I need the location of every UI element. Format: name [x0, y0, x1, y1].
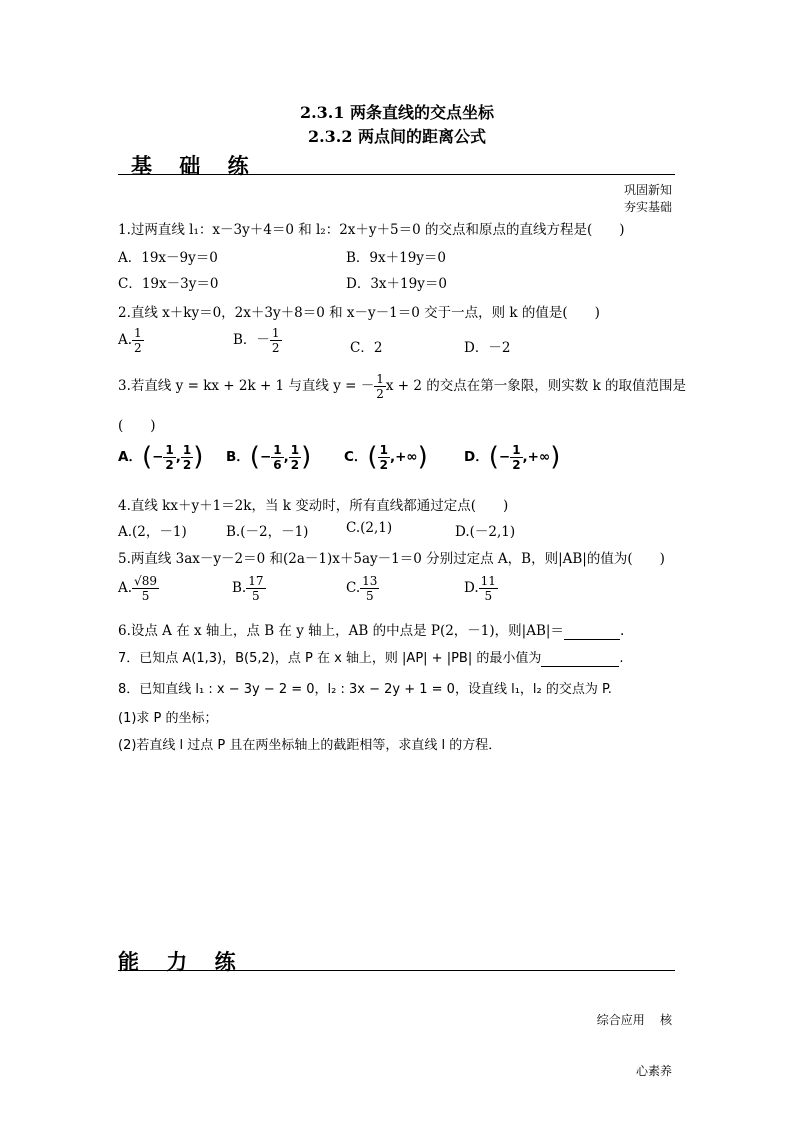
q6-end: .: [619, 623, 625, 639]
q1-option-c: C．19x－3y＝0: [118, 276, 219, 292]
q2-a-den: 2: [134, 341, 142, 355]
q5-option-c: [346, 574, 379, 603]
q7-end: .: [619, 651, 624, 666]
q5-d-fraction: [479, 574, 498, 603]
q3-b-label: B．: [226, 449, 250, 465]
q5-c-fraction: [360, 574, 379, 603]
q6-answer-blank[interactable]: [564, 623, 620, 640]
q3-b-frac2: [289, 443, 301, 472]
side-text-1: 巩固新知: [623, 183, 672, 197]
q5-a-fraction: [132, 574, 159, 603]
q2-a-num: 1: [134, 326, 142, 340]
q3-paren: ( ): [118, 418, 156, 434]
q5-d-num: 11: [480, 574, 496, 588]
side-text-3: 综合应用 核: [596, 1013, 672, 1027]
q5-b-num: 17: [248, 574, 264, 588]
q3-b-num1: 1: [273, 442, 282, 457]
q3-a-den1: 2: [165, 457, 174, 472]
q3-c-label: C．: [344, 449, 368, 465]
q5-c-den: 5: [365, 589, 374, 603]
side-text-4: 心素养: [635, 1064, 672, 1078]
q5-c-label: C.: [346, 580, 361, 596]
q6-text: 6.设点 A 在 x 轴上，点 B 在 y 轴上，AB 的中点是 P(2，－1)，则|AB|＝: [118, 623, 564, 639]
q3-fraction: [374, 372, 386, 401]
q1-option-d: D．3x＋19y＝0: [346, 276, 447, 292]
q3-a-label: A．: [118, 449, 142, 465]
q5-a-label: A.: [118, 580, 133, 596]
q3-a-frac1: [163, 443, 175, 472]
question-7: [118, 647, 624, 667]
q3-c-num: 1: [379, 442, 388, 457]
q4-option-c: C.(2,1): [346, 520, 393, 536]
q5-d-den: 5: [484, 589, 493, 603]
question-2: 2.直线 x＋ky＝0，2x＋3y＋8＝0 和 x－y－1＝0 交于一点，则 k 的值是( ): [118, 305, 600, 321]
q2-a-fraction: [132, 326, 144, 355]
q3-a-num1: 1: [165, 442, 174, 457]
q3-c-den: 2: [379, 457, 388, 472]
q4-option-b: B.(－2，－1): [226, 524, 309, 540]
q8-part-1: (1)求 P 的坐标；: [118, 711, 218, 726]
question-8: 8．已知直线 l₁ : x − 3y − 2 = 0，l₂ : 3x − 2y + 1 = 0，设直线 l₁，l₂ 的交点为 P.: [118, 682, 612, 697]
q3-frac-den: 2: [376, 387, 384, 401]
section-ability-rule: [118, 970, 675, 971]
q3-c-tail: ,+∞: [389, 449, 418, 465]
q3-d-tail: ,+∞: [522, 449, 551, 465]
q3-option-a: A．(− $\frac{1}{2}$ , $\frac{1}{2}$ ): [118, 442, 204, 472]
question-4: 4.直线 kx＋y＋1＝2k，当 k 变动时，所有直线都通过定点( ): [118, 498, 509, 514]
q3-a-frac2: [181, 443, 193, 472]
section-basic-side: [624, 182, 672, 216]
q3-b-den2: 2: [290, 457, 300, 472]
q7-text: 7．已知点 A(1,3)，B(5,2)，点 P 在 x 轴上，则 |AP| + |PB| 的最小值为: [118, 651, 542, 666]
q1-option-a: A．19x－9y＝0: [118, 250, 218, 266]
q4-option-a: A.(2，－1): [118, 524, 187, 540]
section-ability-side: [597, 978, 672, 1097]
q2-a-label: A.: [118, 332, 133, 348]
q7-answer-blank[interactable]: [541, 651, 619, 667]
title-line-2: 2.3.2 两点间的距离公式: [307, 127, 487, 146]
q4-option-d: D.(－2,1): [455, 524, 516, 540]
q2-b-num: 1: [271, 326, 280, 340]
q3-option-c: C．( $\frac{1}{2}$ ,+∞): [344, 442, 428, 472]
q1-option-b: B．9x＋19y＝0: [346, 250, 447, 266]
q3-frac-num: 1: [376, 372, 384, 386]
q3-b-frac1: [271, 443, 283, 472]
q5-b-den: 5: [252, 589, 260, 603]
q5-option-d: [464, 574, 498, 603]
q3-c-frac: [378, 443, 390, 472]
section-ability-label: 能 力 练: [118, 950, 246, 974]
q5-d-label: D.: [464, 580, 479, 596]
q5-option-a: [118, 574, 159, 603]
q2-option-c: C．2: [350, 340, 383, 356]
q5-a-num: √89: [134, 574, 157, 588]
q2-b-den: 2: [271, 341, 280, 355]
q3-b-den1: 6: [273, 457, 282, 472]
section-basic-rule: [118, 174, 675, 175]
q2-option-a: [118, 326, 144, 355]
q3-d-frac: [510, 443, 522, 472]
question-6: [118, 619, 624, 640]
q2-option-d: D．－2: [464, 340, 511, 356]
q5-b-label: B.: [232, 580, 247, 596]
section-basic-label: 基 础 练: [131, 154, 259, 178]
q3-option-b: B．(− $\frac{1}{6}$ , $\frac{1}{2}$ ): [226, 442, 312, 472]
q5-b-fraction: [246, 574, 265, 603]
q3-d-label: D．: [464, 449, 489, 465]
q2-option-b: [233, 326, 282, 355]
q2-b-fraction: [270, 326, 282, 355]
question-1: 1.过两直线 l₁：x－3y＋4＝0 和 l₂：2x＋y＋5＝0 的交点和原点的直线方程是( ): [118, 222, 625, 238]
q5-option-b: [232, 574, 266, 603]
q3-text-pre: 3.若直线 y = kx + 2k + 1 与直线 y = －: [118, 378, 375, 394]
q5-c-num: 13: [362, 574, 378, 588]
side-text-2: 夯实基础: [623, 200, 672, 214]
q3-d-den: 2: [512, 457, 521, 472]
q3-d-num: 1: [512, 442, 521, 457]
title-line-1: 2.3.1 两条直线的交点坐标: [299, 103, 495, 122]
q3-text-post: x + 2 的交点在第一象限，则实数 k 的取值范围是: [385, 378, 687, 394]
q3-a-num2: 1: [182, 442, 192, 457]
q2-b-label: B．－: [233, 332, 270, 348]
q3-option-d: D．(− $\frac{1}{2}$ ,+∞): [464, 442, 561, 472]
question-5: 5.两直线 3ax－y－2＝0 和(2a－1)x＋5ay－1＝0 分别过定点 A，B，则|AB|的值为( ): [118, 551, 665, 567]
question-3: [118, 372, 686, 401]
q8-part-2: (2)若直线 l 过点 P 且在两坐标轴上的截距相等，求直线 l 的方程．: [118, 738, 502, 753]
q3-b-num2: 1: [290, 442, 300, 457]
q3-a-den2: 2: [182, 457, 192, 472]
q5-a-den: 5: [141, 589, 150, 603]
